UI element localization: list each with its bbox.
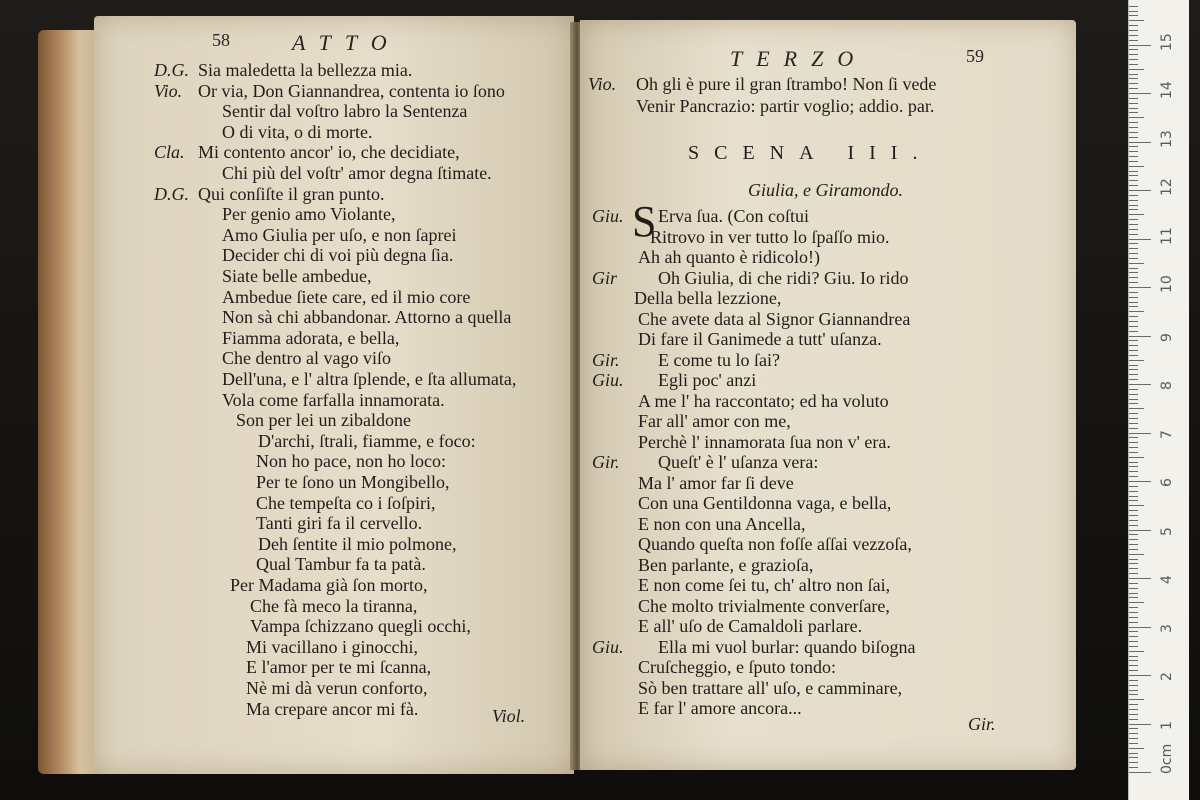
ruler-tick — [1129, 321, 1138, 322]
ruler-tick — [1129, 593, 1138, 594]
ruler-tick — [1129, 452, 1138, 453]
ruler-tick — [1129, 612, 1138, 613]
ruler-tick — [1129, 476, 1138, 477]
ruler-tick — [1129, 369, 1138, 370]
ruler-tick — [1129, 437, 1138, 438]
verse-line: E come tu lo ſai? — [658, 349, 780, 370]
ruler-tick — [1129, 272, 1138, 273]
ruler-tick — [1129, 292, 1138, 293]
speaker-label: Giu. — [592, 206, 624, 226]
verse-line: Della bella lezzione, — [634, 288, 782, 308]
ruler-tick — [1129, 685, 1138, 686]
ruler-tick — [1129, 408, 1144, 409]
verse-line: Per genio amo Violante, — [222, 204, 396, 225]
ruler-tick — [1129, 690, 1138, 691]
ruler-tick — [1129, 515, 1138, 516]
ruler-tick — [1129, 234, 1138, 235]
verse-line: Amo Giulia per uſo, e non ſaprei — [222, 224, 457, 245]
ruler-tick — [1129, 180, 1138, 181]
ruler-tick — [1129, 554, 1144, 555]
verse-line: Mi contento ancor' io, che decidiate, — [198, 142, 460, 163]
verse-line: O di vita, o di morte. — [222, 121, 373, 142]
ruler-tick — [1129, 530, 1151, 531]
ruler-tick — [1129, 379, 1138, 380]
page-edges — [38, 30, 98, 774]
ruler-label: 3 — [1159, 623, 1175, 633]
ruler-tick — [1129, 704, 1138, 705]
verse-line: Che dentro al vago viſo — [222, 348, 391, 369]
verse-line: Queſt' è l' uſanza vera: — [658, 452, 819, 472]
ruler-tick — [1129, 360, 1144, 361]
ruler-tick — [1129, 355, 1138, 356]
ruler-tick — [1129, 15, 1138, 16]
ruler-tick — [1129, 30, 1138, 31]
verse-line: Sia maledetta la bellezza mia. — [198, 60, 413, 80]
verse-line: Ah ah quanto è ridicolo!) — [638, 247, 820, 267]
verse-line: Che tempeſta co i ſoſpiri, — [256, 492, 436, 513]
ruler-tick — [1129, 617, 1138, 618]
ruler-tick — [1129, 287, 1151, 288]
verse-line: Oh gli è pure il gran ſtrambo! Non ſi vede — [636, 74, 937, 94]
ruler-tick — [1129, 229, 1138, 230]
ruler-tick — [1129, 559, 1138, 560]
ruler-tick — [1129, 719, 1138, 720]
ruler-tick — [1129, 578, 1151, 579]
ruler-tick — [1129, 665, 1138, 666]
ruler-tick — [1129, 239, 1151, 240]
verse-line: Fiamma adorata, e bella, — [222, 327, 400, 348]
ruler-tick — [1129, 209, 1138, 210]
measurement-ruler — [1128, 0, 1189, 800]
verse-line: Deh ſentite il mio polmone, — [258, 533, 457, 554]
verse-line: Per te ſono un Mongibello, — [256, 472, 450, 492]
verse-line: Or via, Don Giannandrea, contenta io ſono — [198, 80, 505, 101]
right-catchword: Gir. — [968, 714, 996, 734]
ruler-label: 11 — [1159, 226, 1175, 245]
ruler-tick — [1129, 549, 1138, 550]
verse-line: Tanti giri fa il cervello. — [256, 513, 423, 534]
ruler-tick — [1129, 651, 1144, 652]
speaker-label: Giu. — [592, 636, 624, 657]
verse-line: Ella mi vuol burlar: quando biſogna — [658, 636, 916, 657]
ruler-label: 12 — [1159, 178, 1175, 196]
verse-line: Qual Tambur fa ta patà. — [256, 554, 426, 575]
ruler-tick — [1129, 25, 1138, 26]
ruler-tick — [1129, 403, 1138, 404]
verse-line: E all' uſo de Camaldoli parlare. — [638, 616, 863, 636]
left-page-number: 58 — [212, 30, 230, 50]
ruler-label: 13 — [1159, 129, 1175, 148]
ruler-tick — [1129, 680, 1138, 681]
left-page-header: ATTO — [292, 30, 401, 55]
ruler-tick — [1129, 563, 1138, 564]
verse-line: Con una Gentildonna vaga, e bella, — [638, 493, 892, 513]
verse-line: Di fare il Ganimede a tutt' uſanza. — [638, 329, 882, 349]
speaker-label: Giu. — [592, 370, 624, 390]
ruler-tick — [1129, 248, 1138, 249]
verse-line: Che fà meco la tiranna, — [250, 595, 418, 616]
ruler-tick — [1129, 83, 1138, 84]
ruler-label: 6 — [1159, 478, 1175, 487]
ruler-tick — [1129, 374, 1138, 375]
ruler-tick — [1129, 219, 1138, 220]
ruler-tick — [1129, 641, 1138, 642]
ruler-tick — [1129, 486, 1138, 487]
ruler-tick — [1129, 297, 1138, 298]
ruler-tick — [1129, 481, 1151, 482]
ruler-tick — [1129, 326, 1138, 327]
speaker-label: D.G. — [154, 183, 189, 204]
ruler-tick — [1129, 161, 1138, 162]
right-page — [580, 20, 1076, 770]
verse-line: Perchè l' innamorata ſua non v' era. — [638, 431, 891, 452]
ruler-tick — [1129, 98, 1138, 99]
speaker-label: Gir. — [592, 349, 620, 370]
ruler-tick — [1129, 108, 1138, 109]
ruler-tick — [1129, 132, 1138, 133]
ruler-tick — [1129, 418, 1138, 419]
verse-line: Chi più del voſtr' amor degna ſtimate. — [222, 163, 492, 183]
verse-line: Vampa ſchizzano quegli occhi, — [250, 616, 471, 637]
ruler-tick — [1129, 757, 1138, 758]
ruler-tick — [1129, 166, 1144, 167]
open-book — [38, 8, 1078, 776]
speaker-label: D.G. — [154, 60, 189, 80]
ruler-label: 15 — [1159, 32, 1175, 51]
ruler-tick — [1129, 268, 1138, 269]
right-page-number: 59 — [966, 46, 984, 66]
ruler-tick — [1129, 190, 1151, 191]
ruler-tick — [1129, 767, 1138, 768]
ruler-tick — [1129, 433, 1151, 434]
verse-line: Per Madama già ſon morto, — [230, 575, 428, 595]
ruler-tick — [1129, 214, 1144, 215]
drop-cap: S — [632, 197, 657, 246]
verse-line: D'archi, ſtrali, fiamme, e foco: — [258, 430, 476, 451]
ruler-tick — [1129, 185, 1138, 186]
ruler-tick — [1129, 35, 1138, 36]
ruler-tick — [1129, 316, 1138, 317]
ruler-tick — [1129, 243, 1138, 244]
ruler-tick — [1129, 175, 1138, 176]
verse-line: E l'amor per te mi ſcanna, — [246, 657, 432, 678]
ruler-tick — [1129, 762, 1138, 763]
ruler-tick — [1129, 340, 1138, 341]
ruler-tick — [1129, 544, 1138, 545]
ruler-tick — [1129, 525, 1138, 526]
ruler-tick — [1129, 462, 1138, 463]
ruler-tick — [1129, 345, 1138, 346]
verse-line: Nè mi dà verun conforto, — [246, 678, 428, 698]
ruler-tick — [1129, 69, 1144, 70]
verse-line: E non con una Ancella, — [638, 513, 806, 534]
ruler-tick — [1129, 602, 1144, 603]
ruler-tick — [1129, 471, 1138, 472]
ruler-tick — [1129, 447, 1138, 448]
ruler-tick — [1129, 20, 1144, 21]
ruler-tick — [1129, 607, 1138, 608]
ruler-tick — [1129, 748, 1144, 749]
ruler-tick — [1129, 263, 1144, 264]
verse-line: Oh Giulia, di che ridi? Giu. Io rido — [658, 267, 909, 288]
ruler-tick — [1129, 389, 1138, 390]
ruler-tick — [1129, 457, 1144, 458]
left-page — [94, 16, 574, 774]
left-catchword: Viol. — [492, 706, 526, 726]
ruler-tick — [1129, 573, 1138, 574]
ruler-tick — [1129, 336, 1151, 337]
ruler-tick — [1129, 78, 1138, 79]
ruler-tick — [1129, 646, 1138, 647]
ruler-label: 14 — [1159, 81, 1175, 99]
ruler-tick — [1129, 146, 1138, 147]
ruler-tick — [1129, 6, 1138, 7]
ruler-tick — [1129, 753, 1138, 754]
verse-line: Decider chi di voi più degna ſia. — [222, 245, 454, 266]
ruler-label: 8 — [1159, 381, 1175, 390]
ruler-tick — [1129, 491, 1138, 492]
ruler-tick — [1129, 200, 1138, 201]
verse-line: Cruſcheggio, e ſputo tondo: — [638, 657, 836, 677]
verse-line: Egli poc' anzi — [658, 370, 757, 390]
ruler-tick — [1129, 258, 1138, 259]
ruler-label: 9 — [1159, 332, 1175, 342]
ruler-tick — [1129, 311, 1144, 312]
ruler-tick — [1129, 510, 1138, 511]
ruler-tick — [1129, 660, 1138, 661]
ruler-tick — [1129, 568, 1138, 569]
ruler-tick — [1129, 103, 1138, 104]
ruler-tick — [1129, 117, 1144, 118]
speaker-label: Vio. — [588, 74, 617, 94]
verse-line: Son per lei un zibaldone — [236, 410, 411, 431]
ruler-tick — [1129, 699, 1144, 700]
ruler-tick — [1129, 627, 1151, 628]
verse-line: Erva ſua. (Con coſtui — [658, 206, 809, 226]
ruler-tick — [1129, 466, 1138, 467]
ruler-tick — [1129, 282, 1138, 283]
ruler-tick — [1129, 709, 1138, 710]
verse-line: A me l' ha raccontato; ed ha voluto — [638, 390, 889, 411]
right-page-header: TERZO — [730, 46, 868, 71]
ruler-tick — [1129, 442, 1138, 443]
ruler-tick — [1129, 205, 1138, 206]
ruler-label: 5 — [1159, 526, 1175, 536]
ruler-tick — [1129, 93, 1151, 94]
ruler-tick — [1129, 500, 1138, 501]
ruler-tick — [1129, 277, 1138, 278]
ruler-tick — [1129, 350, 1138, 351]
ruler-tick — [1129, 253, 1138, 254]
verse-line: Non ho pace, non ho loco: — [256, 451, 446, 472]
verse-line: Venir Pancrazio: partir voglio; addio. par. — [636, 96, 935, 116]
ruler-tick — [1129, 597, 1138, 598]
verse-line: Siate belle ambedue, — [222, 266, 372, 286]
ruler-tick — [1129, 54, 1138, 55]
ruler-tick — [1129, 156, 1138, 157]
ruler-tick — [1129, 384, 1151, 385]
ruler-tick — [1129, 675, 1151, 676]
verse-line: Qui conſiſte il gran punto. — [198, 183, 385, 204]
ruler-tick — [1129, 40, 1138, 41]
verse-line: Che molto trivialmente converſare, — [638, 595, 890, 616]
ruler-label: 4 — [1159, 575, 1175, 584]
ruler-label: 7 — [1159, 429, 1175, 439]
ruler-tick — [1129, 59, 1138, 60]
ruler-tick — [1129, 142, 1151, 143]
ruler-tick — [1129, 151, 1138, 152]
verse-line: Ma crepare ancor mi fà. — [246, 698, 419, 719]
ruler-tick — [1129, 195, 1138, 196]
ruler-tick — [1129, 137, 1138, 138]
verse-line: Ritrovo in ver tutto lo ſpaſſo mio. — [650, 226, 890, 247]
ruler-tick — [1129, 631, 1138, 632]
ruler-label: 0cm — [1159, 743, 1175, 774]
ruler-tick — [1129, 534, 1138, 535]
ruler-tick — [1129, 64, 1138, 65]
ruler-tick — [1129, 331, 1138, 332]
ruler-tick — [1129, 738, 1138, 739]
verse-line: Ben parlante, e grazioſa, — [638, 554, 814, 575]
ruler-tick — [1129, 11, 1138, 12]
ruler-label: 2 — [1159, 672, 1175, 681]
ruler-tick — [1129, 302, 1138, 303]
verse-line: Mi vacillano i ginocchi, — [246, 636, 418, 657]
ruler-tick — [1129, 772, 1151, 773]
ruler-label: 10 — [1159, 275, 1175, 293]
verse-line: Vola come farfalla innamorata. — [222, 389, 445, 410]
speaker-label: Gir — [592, 267, 618, 288]
ruler-tick — [1129, 670, 1138, 671]
speaker-label: Cla. — [154, 142, 185, 163]
ruler-tick — [1129, 714, 1138, 715]
speaker-label: Vio. — [154, 80, 183, 101]
ruler-tick — [1129, 49, 1138, 50]
scene-title: SCENA III. — [688, 142, 933, 164]
ruler-tick — [1129, 505, 1144, 506]
ruler-tick — [1129, 724, 1151, 725]
ruler-tick — [1129, 656, 1138, 657]
ruler-tick — [1129, 728, 1138, 729]
ruler-tick — [1129, 127, 1138, 128]
verse-line: E far l' amore ancora... — [638, 698, 802, 718]
verse-line: Far all' amor con me, — [638, 411, 791, 431]
scene-characters: Giulia, e Giramondo. — [748, 180, 903, 200]
ruler-tick — [1129, 413, 1138, 414]
ruler-tick — [1129, 636, 1138, 637]
verse-line: Sò ben trattare all' uſo, e camminare, — [638, 677, 903, 698]
ruler-label: 1 — [1159, 720, 1175, 730]
ruler-tick — [1129, 171, 1138, 172]
ruler-tick — [1129, 733, 1138, 734]
ruler-tick — [1129, 539, 1138, 540]
verse-line: Quando queſta non foſſe aſſai vezzoſa, — [638, 534, 912, 554]
ruler-tick — [1129, 88, 1138, 89]
verse-line: Dell'una, e l' altra ſplende, e ſta allumata, — [222, 369, 517, 389]
ruler-tick — [1129, 306, 1138, 307]
ruler-tick — [1129, 112, 1138, 113]
ruler-tick — [1129, 622, 1138, 623]
ruler-tick — [1129, 365, 1138, 366]
ruler-tick — [1129, 428, 1138, 429]
ruler-tick — [1129, 583, 1138, 584]
verse-line: E non come ſei tu, ch' altro non ſai, — [638, 575, 891, 595]
ruler-tick — [1129, 496, 1138, 497]
ruler-tick — [1129, 399, 1138, 400]
ruler-tick — [1129, 122, 1138, 123]
speaker-label: Gir. — [592, 452, 620, 472]
ruler-tick — [1129, 224, 1138, 225]
ruler-tick — [1129, 520, 1138, 521]
verse-line: Ma l' amor far ſi deve — [638, 472, 794, 493]
ruler-tick — [1129, 394, 1138, 395]
verse-line: Sentir dal voſtro labro la Sentenza — [222, 101, 468, 122]
ruler-tick — [1129, 743, 1138, 744]
ruler-tick — [1129, 694, 1138, 695]
verse-line: Ambedue ſiete care, ed il mio core — [222, 286, 471, 307]
ruler-tick — [1129, 74, 1138, 75]
verse-line: Che avete data al Signor Giannandrea — [638, 308, 911, 329]
verse-line: Non sà chi abbandonar. Attorno a quella — [222, 307, 512, 328]
ruler-tick — [1129, 423, 1138, 424]
ruler-tick — [1129, 588, 1138, 589]
ruler-tick — [1129, 45, 1151, 46]
